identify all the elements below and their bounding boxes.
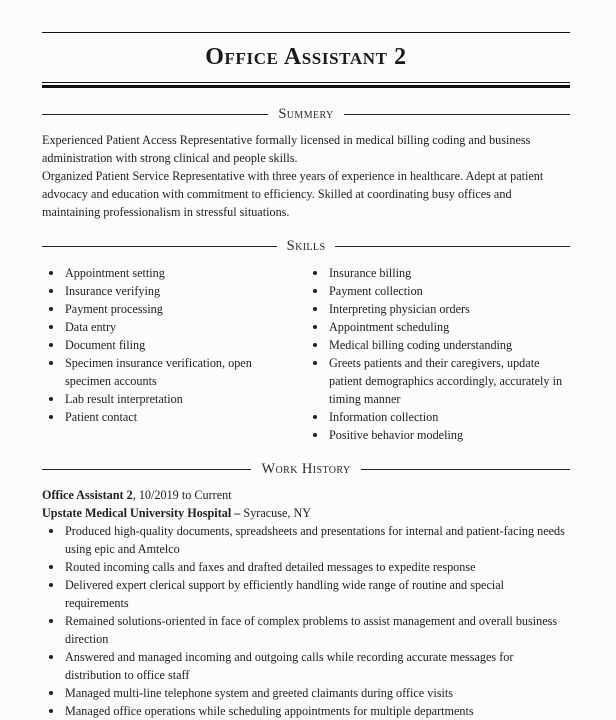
job-bullet-item	[42, 576, 570, 612]
summary-section-heading	[42, 105, 570, 123]
bullet-icon	[49, 271, 53, 275]
skill-text: Specimen insurance verification, open specimen accounts	[65, 356, 252, 388]
skill-text: Information collection	[329, 410, 439, 424]
skill-text: Medical billing coding understanding	[329, 338, 513, 352]
job-bullet-text: Answered and managed incoming and outgoing calls while recording accurate messages for distribution to office staff	[65, 650, 514, 682]
bullet-icon	[49, 325, 53, 329]
job-bullet-text: Managed multi-line telephone system and greeted claimants during office visits	[65, 686, 453, 700]
bullet-icon	[49, 307, 53, 311]
job-bullet-text: Remained solutions-oriented in face of complex problems to assist management and overall business direction	[65, 614, 558, 646]
bullet-icon	[313, 289, 317, 293]
bullet-icon	[49, 289, 53, 293]
bullet-icon	[49, 343, 53, 347]
summary-heading-label: Summery	[278, 106, 334, 122]
header-top-rule	[42, 32, 570, 33]
skills-list-right	[306, 264, 570, 444]
skill-item	[42, 282, 306, 300]
skill-item	[42, 390, 306, 408]
skill-item	[306, 264, 570, 282]
bullet-icon	[49, 655, 53, 659]
skill-text: Appointment scheduling	[329, 320, 450, 334]
bullet-icon	[313, 271, 317, 275]
job-bullet-item	[42, 558, 570, 576]
job-bullet-text: Produced high-quality documents, spreadsheets and presentations for internal and patient-facing needs using epic and Amtelco	[65, 524, 565, 556]
skill-item	[42, 318, 306, 336]
job-dates: , 10/2019 to Current	[132, 488, 232, 502]
skill-text: Lab result interpretation	[65, 392, 183, 406]
skill-item	[306, 300, 570, 318]
bullet-icon	[49, 691, 53, 695]
bullet-icon	[49, 397, 53, 401]
skill-item	[42, 354, 306, 390]
skill-text: Greets patients and their caregivers, update patient demographics accordingly, accurately in timing manner	[329, 356, 563, 406]
summary-section	[42, 131, 570, 221]
skill-text: Insurance verifying	[65, 284, 161, 298]
skill-item	[306, 336, 570, 354]
job-title-line	[42, 486, 570, 504]
skill-text: Payment processing	[65, 302, 163, 316]
job-bullets	[42, 522, 570, 720]
bullet-icon	[313, 343, 317, 347]
skill-text: Positive behavior modeling	[329, 428, 464, 442]
skill-text: Document filing	[65, 338, 146, 352]
skill-item	[42, 300, 306, 318]
bullet-icon	[313, 415, 317, 419]
skill-text: Patient contact	[65, 410, 138, 424]
bullet-icon	[313, 307, 317, 311]
job-employer-line	[42, 504, 570, 522]
job-bullet-text: Managed office operations while scheduling appointments for multiple departments	[65, 704, 474, 718]
bullet-icon	[313, 361, 317, 365]
job-bullet-item	[42, 684, 570, 702]
skill-text: Interpreting physician orders	[329, 302, 470, 316]
job-bullet-item	[42, 612, 570, 648]
skill-text: Payment collection	[329, 284, 423, 298]
bullet-icon	[313, 433, 317, 437]
job-bullet-text: Delivered expert clerical support by efficiently handling wide range of routine and special requirements	[65, 578, 505, 610]
job-bullet-text: Routed incoming calls and faxes and drafted detailed messages to expedite response	[65, 560, 476, 574]
skills-section	[42, 264, 570, 444]
divider-line	[42, 114, 268, 115]
job-bullet-item	[42, 702, 570, 720]
divider-line	[344, 114, 570, 115]
work-history-section	[42, 486, 570, 720]
skill-item	[306, 408, 570, 426]
bullet-icon	[49, 565, 53, 569]
skill-item	[42, 336, 306, 354]
bullet-icon	[49, 361, 53, 365]
skills-list-left	[42, 264, 306, 444]
job-location: Syracuse, NY	[240, 506, 312, 520]
work-history-section-heading	[42, 460, 570, 478]
skill-text: Data entry	[65, 320, 117, 334]
divider-line	[42, 469, 251, 470]
bullet-icon	[313, 325, 317, 329]
skills-section-heading	[42, 237, 570, 255]
bullet-icon	[49, 619, 53, 623]
skills-heading-label: Skills	[286, 238, 326, 254]
job-employer: Upstate Medical University Hospital –	[42, 506, 241, 520]
summary-paragraph: Experienced Patient Access Representative formally licensed in medical billing coding and business administration with strong clinical and people skills.	[42, 133, 531, 165]
resume-title: Office Assistant 2	[205, 44, 407, 70]
divider-line	[42, 246, 277, 247]
bullet-icon	[49, 583, 53, 587]
skill-item	[306, 354, 570, 408]
divider-line	[361, 469, 570, 470]
bullet-icon	[49, 709, 53, 713]
skill-item	[306, 318, 570, 336]
skill-item	[42, 408, 306, 426]
header-double-rule-thick	[42, 85, 570, 88]
skill-text: Insurance billing	[329, 266, 412, 280]
divider-line	[335, 246, 570, 247]
summary-paragraph: Organized Patient Service Representative with three years of experience in healthcare. Adept at patient advocacy and education with commitment to efficiency. Skilled at coordinating busy offices and maintaining professionalism in stressful situations.	[42, 169, 544, 219]
skill-item	[306, 282, 570, 300]
skill-item	[42, 264, 306, 282]
job-title: Office Assistant 2	[42, 488, 133, 502]
bullet-icon	[49, 529, 53, 533]
work-history-heading-label: Work History	[261, 461, 351, 477]
job-bullet-item	[42, 522, 570, 558]
skill-item	[306, 426, 570, 444]
bullet-icon	[49, 415, 53, 419]
header-double-rule-thin	[42, 82, 570, 83]
job-bullet-item	[42, 648, 570, 684]
skill-text: Appointment setting	[65, 266, 165, 280]
